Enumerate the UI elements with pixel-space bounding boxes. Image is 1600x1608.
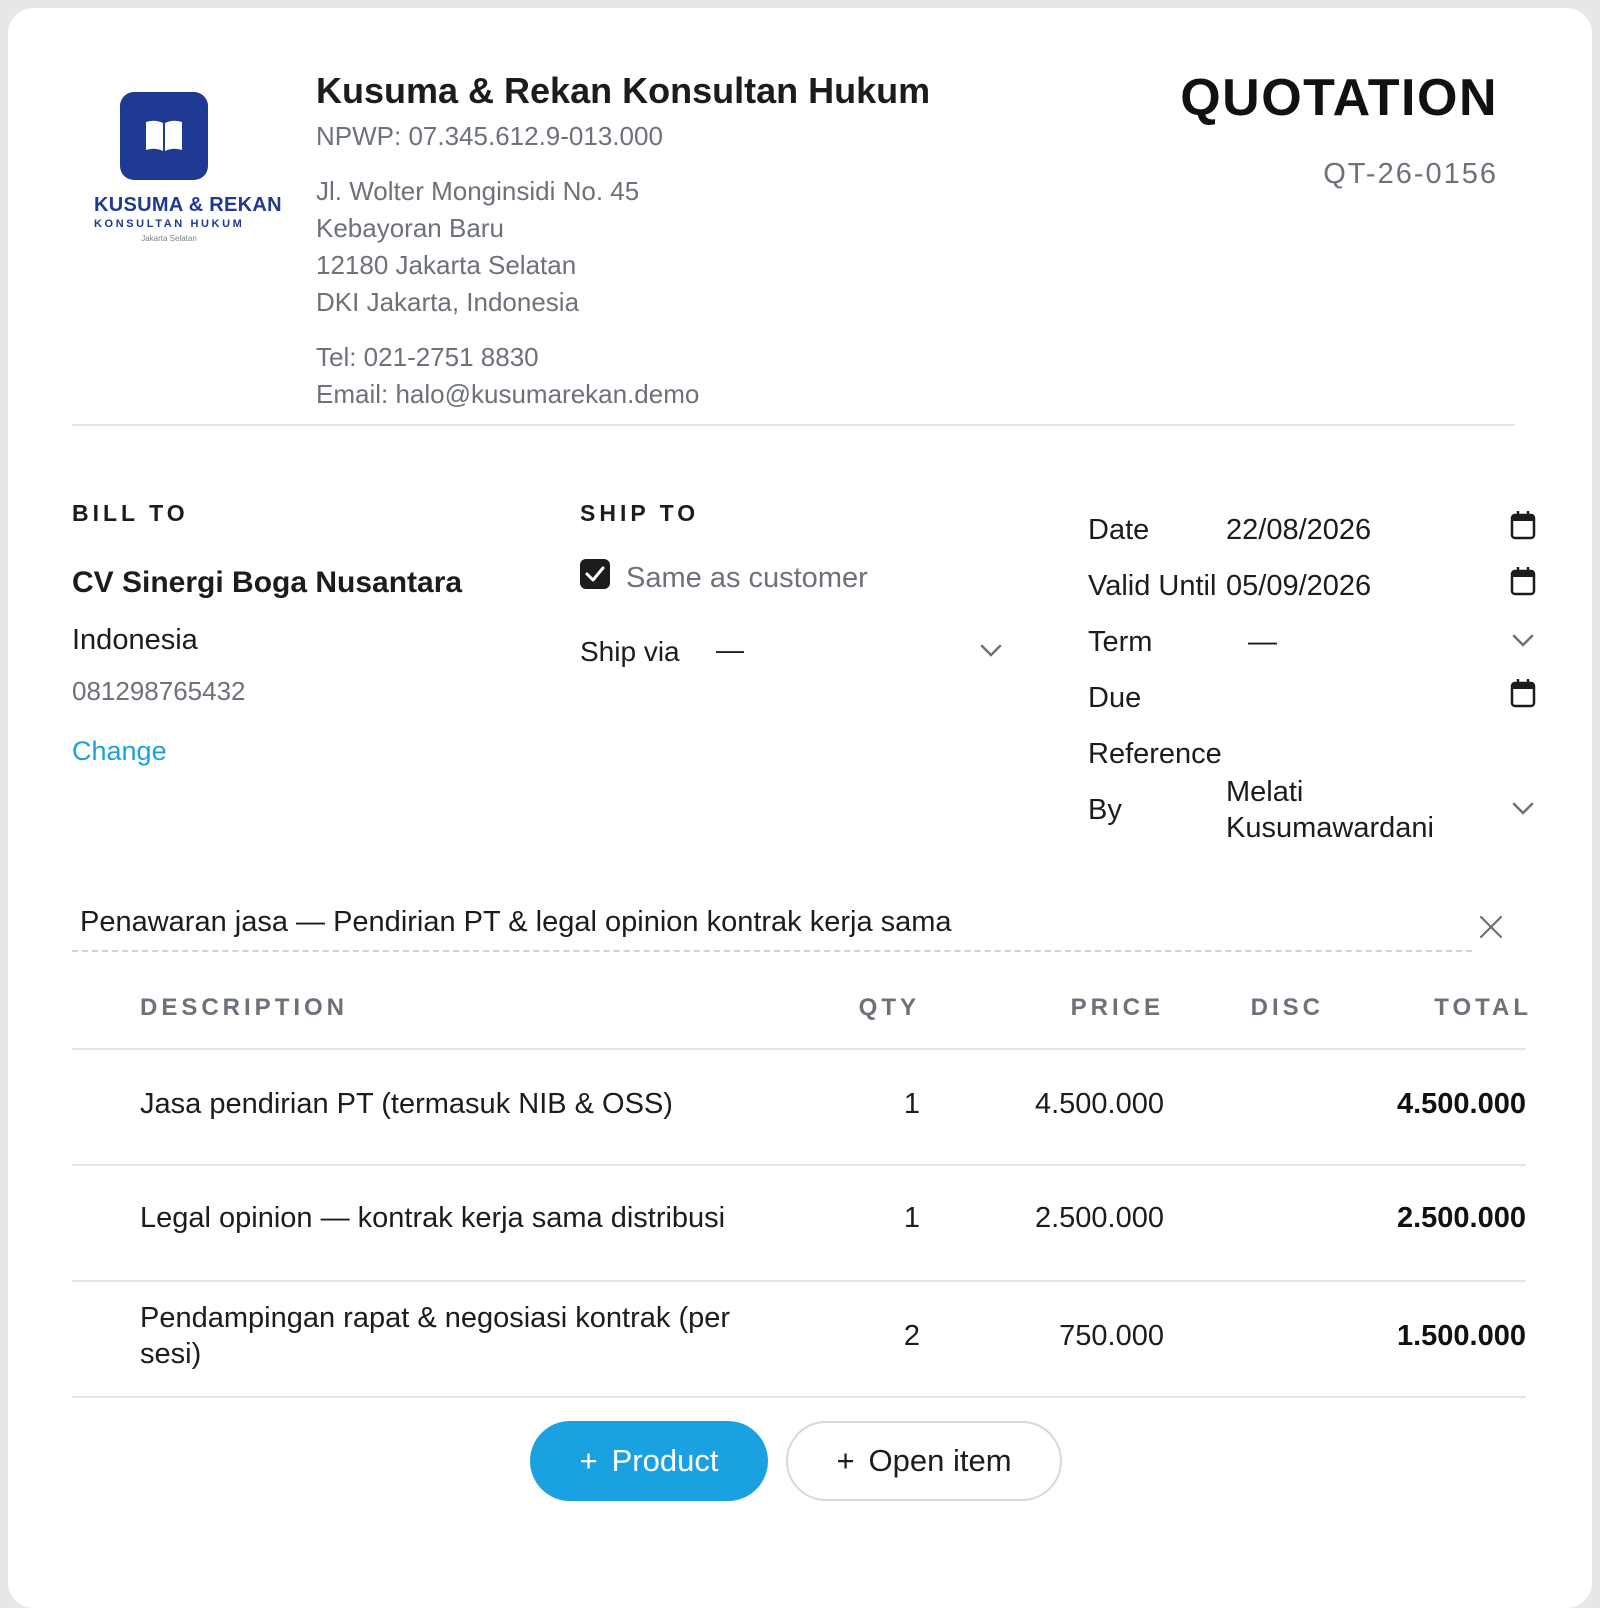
date-input[interactable] <box>1226 502 1536 556</box>
column-header-qty: QTY <box>858 994 920 1021</box>
document-title: QUOTATION <box>1180 69 1498 127</box>
company-email: Email: halo@kusumarekan.demo <box>316 379 700 409</box>
row-qty: 2 <box>903 1320 920 1352</box>
row-description: Jasa pendirian PT (termasuk NIB & OSS) <box>140 1088 673 1120</box>
change-customer-link[interactable]: Change <box>72 736 167 766</box>
calendar-icon[interactable] <box>1510 566 1536 596</box>
chevron-down-icon <box>1512 634 1534 648</box>
term-select[interactable] <box>1226 614 1536 668</box>
subject-input[interactable] <box>72 904 1472 950</box>
table-row[interactable] <box>72 1282 1526 1396</box>
subject-underline <box>72 950 1472 952</box>
column-header-disc: DISC <box>1250 994 1324 1021</box>
valid-until-input[interactable] <box>1226 558 1536 612</box>
logo-wordmark: KUSUMA & REKAN <box>94 194 282 216</box>
calendar-icon[interactable] <box>1510 678 1536 708</box>
row-total: 2.500.000 <box>1396 1202 1526 1234</box>
company-address-line: DKI Jakarta, Indonesia <box>316 287 580 317</box>
logo-location: Jakarta Selatan <box>141 234 197 243</box>
term-value: — <box>1248 626 1277 658</box>
company-logo <box>120 92 208 180</box>
customer-name: CV Sinergi Boga Nusantara <box>72 566 463 599</box>
row-divider <box>72 1396 1526 1398</box>
reference-label: Reference <box>1088 738 1222 770</box>
row-price: 750.000 <box>1059 1320 1164 1352</box>
add-open-item-label: Open item <box>868 1443 1012 1478</box>
row-total: 1.500.000 <box>1396 1320 1526 1352</box>
document-number: QT-26-0156 <box>1323 158 1498 190</box>
column-header-description: DESCRIPTION <box>140 994 349 1021</box>
by-value-line: Melati <box>1226 776 1304 808</box>
chevron-down-icon <box>1512 802 1534 816</box>
date-label: Date <box>1088 514 1150 546</box>
company-address-line: Kebayoran Baru <box>316 213 504 243</box>
row-qty: 1 <box>903 1088 920 1120</box>
column-header-price: PRICE <box>1070 994 1164 1021</box>
ship-via-label: Ship via <box>580 636 680 667</box>
close-icon[interactable] <box>1478 914 1504 940</box>
row-description: Pendampingan rapat & negosiasi kontrak (per <box>140 1302 731 1334</box>
term-label: Term <box>1088 626 1153 658</box>
customer-country: Indonesia <box>72 624 198 656</box>
header-divider <box>72 424 1515 426</box>
by-select[interactable] <box>1226 772 1536 848</box>
row-qty: 1 <box>903 1202 920 1234</box>
bill-to-heading: BILL TO <box>72 500 189 526</box>
plus-icon: + <box>579 1443 598 1478</box>
column-header-total: TOTAL <box>1434 994 1532 1021</box>
row-price: 2.500.000 <box>1034 1202 1164 1234</box>
chevron-down-icon <box>980 644 1002 658</box>
add-product-button[interactable] <box>530 1421 768 1501</box>
calendar-icon[interactable] <box>1510 510 1536 540</box>
company-npwp: NPWP: 07.345.612.9-013.000 <box>316 121 663 151</box>
row-total: 4.500.000 <box>1396 1088 1526 1120</box>
logo-tagline: KONSULTAN HUKUM <box>94 218 245 230</box>
check-icon <box>585 565 605 583</box>
ship-via-value: — <box>716 634 744 665</box>
row-description: sesi) <box>140 1338 202 1370</box>
due-label: Due <box>1088 682 1142 714</box>
add-product-label: Product <box>611 1443 719 1478</box>
row-price: 4.500.000 <box>1034 1088 1164 1120</box>
company-tel: Tel: 021-2751 8830 <box>316 342 539 372</box>
by-label: By <box>1088 794 1122 826</box>
company-address-line: Jl. Wolter Monginsidi No. 45 <box>316 176 640 206</box>
due-input[interactable] <box>1226 670 1536 724</box>
date-value: 22/08/2026 <box>1226 514 1372 546</box>
table-row[interactable] <box>72 1166 1526 1280</box>
company-address-line: 12180 Jakarta Selatan <box>316 250 577 280</box>
same-as-customer-checkbox[interactable] <box>580 559 610 589</box>
by-value-line: Kusumawardani <box>1226 812 1434 844</box>
customer-phone: 081298765432 <box>72 676 246 706</box>
subject-text: Penawaran jasa — Pendirian PT & legal opinion kontrak kerja sama <box>80 906 952 938</box>
same-as-customer-label: Same as customer <box>626 562 868 594</box>
ship-via-select[interactable] <box>708 620 1014 676</box>
valid-until-value: 05/09/2026 <box>1226 570 1372 602</box>
ship-to-heading: SHIP TO <box>580 500 700 526</box>
row-description: Legal opinion — kontrak kerja sama distribusi <box>140 1202 726 1234</box>
table-row[interactable] <box>72 1050 1526 1164</box>
valid-until-label: Valid Until <box>1088 570 1217 602</box>
company-name: Kusuma & Rekan Konsultan Hukum <box>316 70 931 111</box>
quotation-card <box>8 8 1592 1608</box>
open-book-icon <box>144 118 184 154</box>
plus-icon: + <box>836 1443 855 1478</box>
add-open-item-button[interactable] <box>786 1421 1062 1501</box>
